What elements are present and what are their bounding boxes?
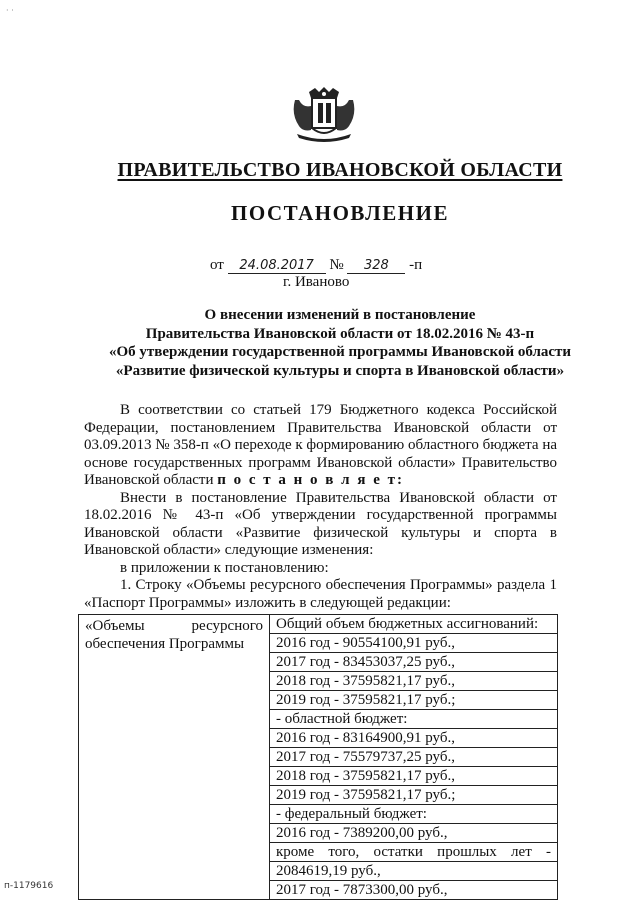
scan-artifact: · · [6, 6, 14, 15]
number-suffix: -п [409, 257, 423, 273]
document-code: п-1179616 [4, 881, 54, 891]
paragraph-amend: Внести в постановление Правительства Ивановской области от 18.02.2016 № 43-п «Об утверждении государственной программы Ивановской области «Развитие физической культуры и спорта в Ивановской области» следующие изменения: [84, 489, 557, 558]
table-line: Общий объем бюджетных ассигнований: [270, 615, 557, 634]
date-number-line [210, 257, 422, 274]
number-value: 328 [347, 258, 405, 274]
table-line: 2018 год - 37595821,17 руб., [270, 672, 557, 691]
government-title: ПРАВИТЕЛЬСТВО ИВАНОВСКОЙ ОБЛАСТИ [117, 159, 563, 181]
table-line: - областной бюджет: [270, 710, 557, 729]
table-label-cell: «Объемы ресурсного обеспечения Программы [79, 615, 270, 900]
table-line: 2019 год - 37595821,17 руб.; [270, 786, 557, 805]
city: г. Иваново [283, 274, 350, 290]
table-line: 2017 год - 83453037,25 руб., [270, 653, 557, 672]
table-values-cell [270, 615, 558, 900]
date-value: 24.08.2017 [228, 258, 326, 274]
table-line: 2017 год - 7873300,00 руб., [276, 882, 448, 898]
emblem-graphic [289, 86, 359, 142]
resources-table [78, 614, 558, 900]
resolution-subject [60, 306, 620, 380]
table-line: 2017 год - 75579737,25 руб., [270, 748, 557, 767]
table-line: 2019 год - 37595821,17 руб.; [270, 691, 557, 710]
table-row [79, 615, 558, 900]
subject-line-4: «Развитие физической культуры и спорта в Ивановской области» [115, 362, 565, 379]
resolution-body [84, 402, 557, 612]
table-line: 2016 год - 83164900,91 руб., [270, 729, 557, 748]
subject-line-2: Правительства Ивановской области от 18.02.2016 № 43-п [145, 325, 535, 342]
coat-of-arms-emblem [289, 86, 359, 142]
decree-word: п о с т а н о в л я е т: [217, 472, 404, 488]
document-type: ПОСТАНОВЛЕНИЕ [231, 201, 449, 225]
table-line: - федеральный бюджет: [270, 805, 557, 824]
subject-line-1: О внесении изменений в постановление [204, 307, 476, 323]
preamble-text: В соответствии со статьей 179 Бюджетного кодекса Российской Федерации, постановлением Правительства Ивановской области от 03.09.2013 № 358-п «О переходе к формированию областного бюджета на основе государственных программ Ивановской области» Правительство Ивановской области [84, 402, 557, 488]
table-line: кроме того, остатки прошлых лет - [270, 843, 557, 862]
table-line: 2016 год - 7389200,00 руб., [270, 824, 557, 843]
paragraph-item-1: 1. Строку «Объемы ресурсного обеспечения Программы» раздела 1 «Паспорт Программы» изложить в следующей редакции: [84, 577, 557, 611]
date-prefix: от [210, 257, 224, 273]
table-line: 2084619,19 руб., [270, 862, 557, 881]
paragraph-appendix: в приложении к постановлению: [120, 559, 329, 576]
subject-line-3: «Об утверждении государственной программы Ивановской области [108, 344, 572, 360]
table-line: 2016 год - 90554100,91 руб., [270, 634, 557, 653]
paragraph-preamble [84, 402, 557, 490]
number-prefix: № [329, 257, 344, 273]
table-line: 2018 год - 37595821,17 руб., [270, 767, 557, 786]
